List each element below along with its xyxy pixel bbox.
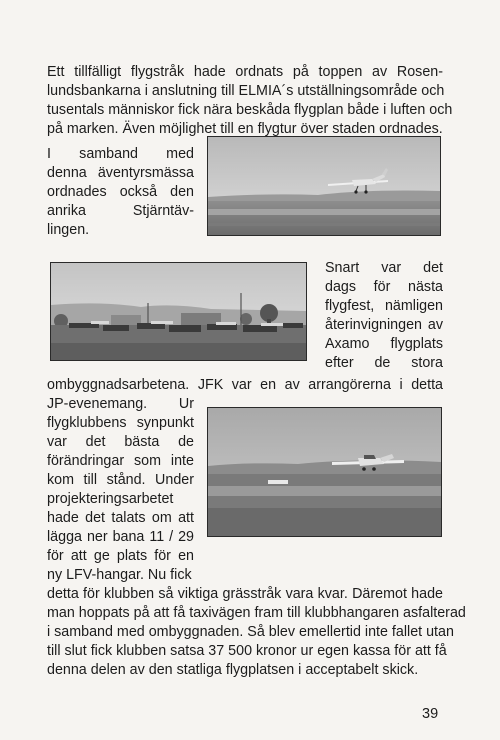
text-line: man hoppats på att få taxivägen fram till klubbhangaren asfalterad: [47, 605, 466, 621]
text-line: lingen.: [47, 222, 90, 238]
text-line: ombyggnadsarbetena. JFK var en av arrangörerna i detta: [47, 377, 443, 393]
text-line: flygklubbens synpunkt: [47, 415, 194, 431]
text-line: dags för nästa: [325, 279, 443, 295]
text-line: förändringar som inte: [47, 453, 194, 469]
text-line: denna delen av den statliga flygplatsen i acceptabelt skick.: [47, 662, 419, 678]
text-line: hade det talats om att: [47, 510, 194, 526]
text-line: projekteringsarbetet: [47, 491, 174, 507]
text-line: tusentals människor fick nära beskåda flygplan både i luften och: [47, 102, 453, 118]
page-number: 39: [422, 706, 439, 722]
text-line: kom till stånd. Under: [47, 472, 194, 488]
text-line: efter de stora: [325, 355, 443, 371]
text-line: i samband med ombyggnaden. Så blev emellertid inte fallet utan: [47, 624, 454, 640]
photo-parked-planes: [50, 262, 307, 361]
text-line: på marken. Även möjlighet till en flygtur över staden ordnades.: [47, 121, 443, 137]
text-line: JP-evenemang. Ur: [47, 396, 194, 412]
text-line: I samband med: [47, 146, 194, 162]
photo-plane-flyby: [207, 407, 442, 537]
text-line: ordnades också den: [47, 184, 194, 200]
text-line: Axamo flygplats: [325, 336, 443, 352]
text-line: var det bästa de: [47, 434, 194, 450]
text-line: Snart var det: [325, 260, 443, 276]
text-line: detta för klubben så viktiga grässtråk vara kvar. Däremot hade: [47, 586, 443, 602]
photo-plane-takeoff: [207, 136, 441, 236]
text-line: för att ge plats för en: [47, 548, 194, 564]
text-line: lägga ner bana 11 / 29: [47, 529, 194, 545]
text-line: lundsbankarna i anslutning till ELMIA´s utställningsområde och: [47, 83, 445, 99]
text-line: Ett tillfälligt flygstråk hade ordnats på toppen av Rosen-: [47, 64, 443, 80]
text-line: denna äventyrsmässa: [47, 165, 194, 181]
text-line: anrika Stjärntäv-: [47, 203, 194, 219]
text-line: till slut fick klubben satsa 37 500 kronor ur egen kassa för att få: [47, 643, 447, 659]
text-line: återinvigningen av: [325, 317, 443, 333]
text-line: flygfest, nämligen: [325, 298, 443, 314]
text-line: ny LFV-hangar. Nu fick: [47, 567, 192, 583]
